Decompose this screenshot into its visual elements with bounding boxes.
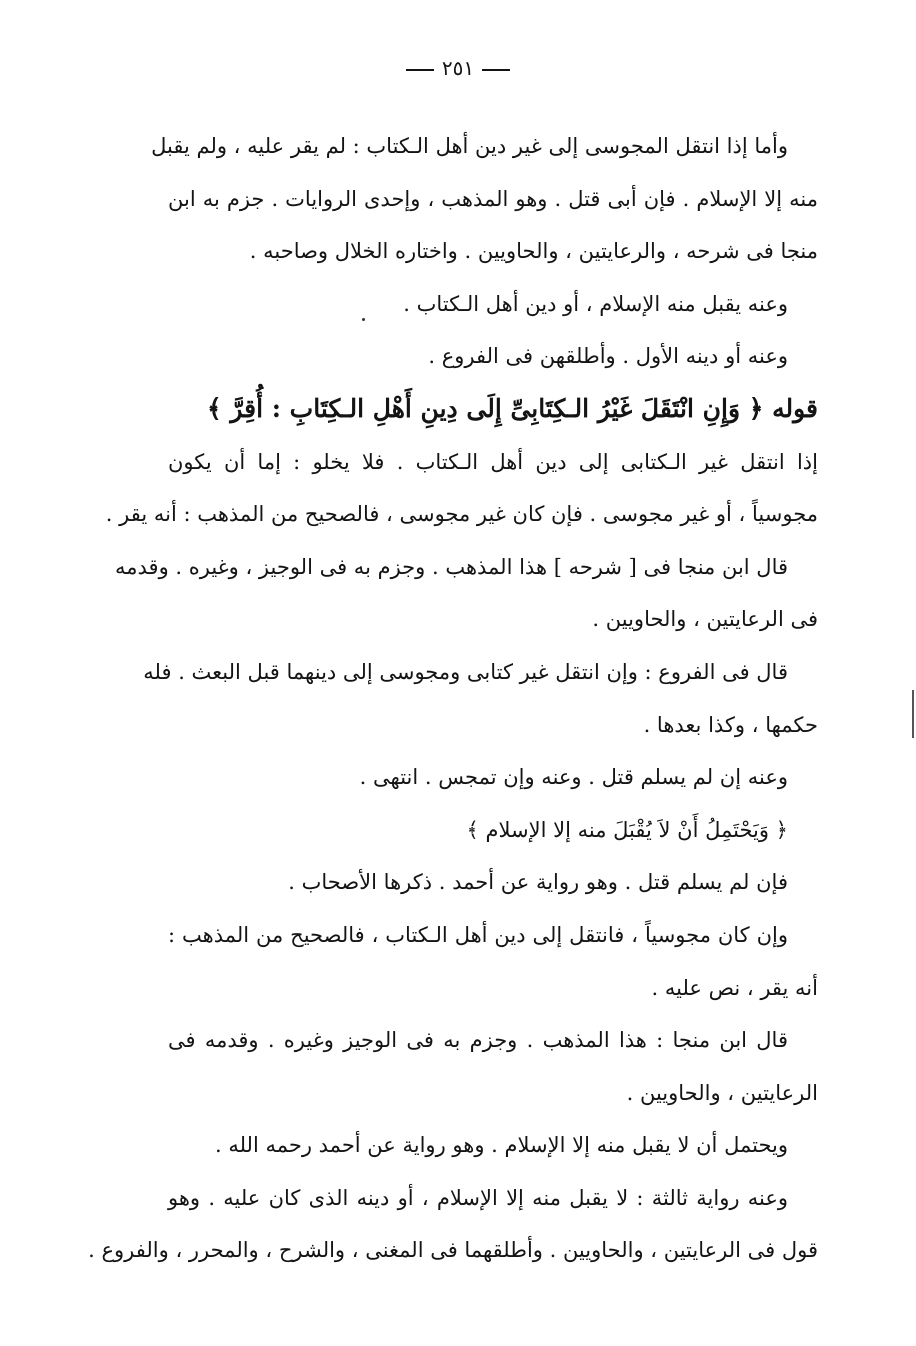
text-line: قال ابن منجا فى [ شرحه ] هذا المذهب . وجزم به فى الوجيز ، وغيره . وقدمه — [115, 554, 788, 579]
text-line: منه إلا الإسلام . فإن أبى قتل . وهو المذهب ، وإحدى الروايات . جزم به ابن — [168, 186, 818, 211]
text-line: منجا فى شرحه ، والرعايتين ، والحاويين . واختاره الخلال وصاحبه . — [249, 239, 818, 264]
margin-mark — [912, 690, 914, 738]
text-line: قال ابن منجا : هذا المذهب . وجزم به فى الوجيز وغيره . وقدمه فى — [168, 1028, 788, 1053]
ink-speck — [362, 318, 365, 321]
text-line: أنه يقر ، نص عليه . — [651, 975, 818, 1000]
left-dash — [482, 69, 510, 71]
text-line: إذا انتقل غير الـكتابى إلى دين أهل الـكتاب . فلا يخلو : إما أن يكون — [168, 449, 818, 474]
right-dash — [406, 69, 434, 71]
text-line: وأما إذا انتقل المجوسى إلى غير دين أهل الـكتاب : لم يقر عليه ، ولم يقبل — [151, 134, 788, 158]
text-line: مجوسياً ، أو غير مجوسى . فإن كان غير مجوسى ، فالصحيح من المذهب : أنه يقر . — [105, 502, 818, 527]
text-line: وعنه يقبل منه الإسلام ، أو دين أهل الـكتاب . — [403, 291, 788, 316]
text-line: حكمها ، وكذا بعدها . — [643, 712, 818, 737]
text-line: وعنه إن لم يسلم قتل . وعنه وإن تمجس . انتهى . — [359, 765, 788, 790]
page-number: ٢٥١ — [441, 56, 475, 80]
text-line: وإن كان مجوسياً ، فانتقل إلى دين أهل الـكتاب ، فالصحيح من المذهب : — [168, 922, 788, 947]
body-text — [88, 120, 818, 1277]
text-line: الرعايتين ، والحاويين . — [626, 1080, 818, 1105]
text-line: ﴿ وَيَحْتَمِلُ أَنْ لاَ يُقْبَلَ منه إلا الإسلام ﴾ — [466, 817, 788, 842]
text-line: فإن لم يسلم قتل . وهو رواية عن أحمد . ذكرها الأصحاب . — [288, 870, 788, 895]
text-line: قال فى الفروع : وإن انتقل غير كتابى ومجوسى إلى دينهما قبل البعث . فله — [143, 659, 788, 684]
text-line: قول فى الرعايتين ، والحاويين . وأطلقهما فى المغنى ، والشرح ، والمحرر ، والفروع . — [88, 1238, 818, 1263]
text-line: وعنه رواية ثالثة : لا يقبل منه إلا الإسلام ، أو دينه الذى كان عليه . وهو — [168, 1185, 788, 1210]
text-line: وعنه أو دينه الأول . وأطلقهن فى الفروع . — [428, 344, 788, 369]
section-heading: قوله ﴿ وَإِنِ انْتَقَلَ غَيْرُ الـكِتَابِىِّ إِلَى دِينِ أَهْلِ الـكِتَابِ : أُقِرَّ ﴾ — [207, 393, 818, 423]
text-line: فى الرعايتين ، والحاويين . — [592, 607, 818, 632]
text-line: ويحتمل أن لا يقبل منه إلا الإسلام . وهو رواية عن أحمد رحمه الله . — [214, 1133, 788, 1158]
page-number-header — [0, 56, 916, 80]
